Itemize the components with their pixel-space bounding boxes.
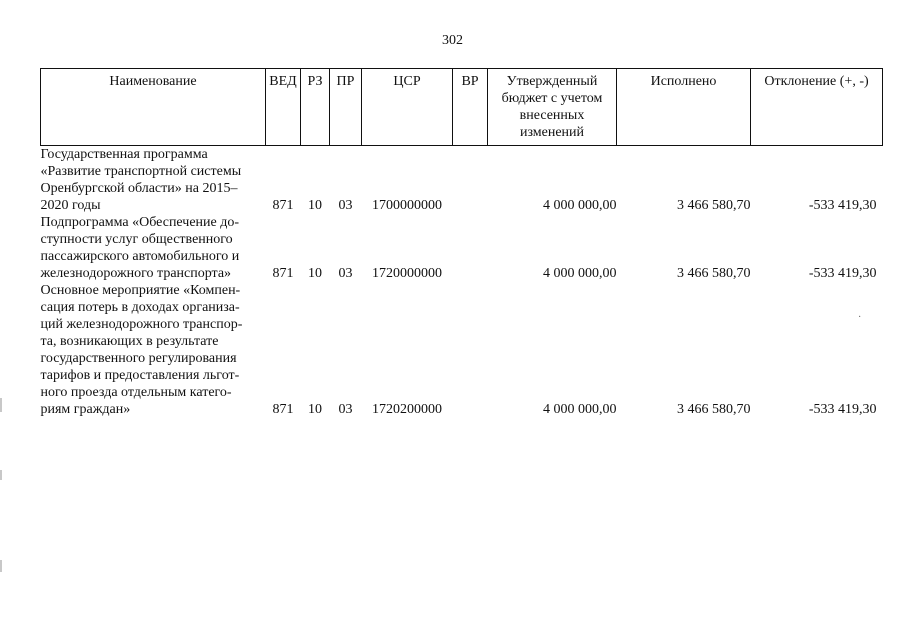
scan-speck: · [858, 312, 862, 323]
row-deviation: -533 419,30 [808, 266, 877, 281]
scan-margin-mark [0, 470, 2, 480]
header-deviation: Отклонение (+, -) [751, 69, 883, 146]
budget-execution-table [40, 68, 883, 418]
row-deviation: -533 419,30 [808, 198, 877, 213]
table-row [41, 146, 883, 215]
row-name-line: 2020 годы [40, 198, 101, 213]
row-pr: 03 [338, 402, 353, 417]
header-name: Наименование [41, 69, 266, 146]
header-vr: ВР [453, 69, 488, 146]
row-executed: 3 466 580,70 [677, 266, 751, 281]
row-name-line: «Развитие транспортной системы [40, 164, 242, 179]
row-vr [453, 214, 488, 282]
header-pr: ПР [330, 69, 362, 146]
header-csr: ЦСР [362, 69, 453, 146]
row-name-line: пассажирского автомобильного и [40, 249, 240, 264]
row-pr: 03 [338, 266, 353, 281]
row-budget: 4 000 000,00 [543, 198, 617, 213]
row-csr: 1700000000 [372, 198, 442, 213]
row-ved: 871 [272, 402, 294, 417]
row-name [41, 214, 266, 282]
row-name-line: тарифов и предоставления льгот- [40, 368, 240, 383]
scan-margin-mark [0, 560, 2, 572]
row-rz: 10 [308, 402, 322, 417]
row-name [41, 146, 266, 215]
table-header-row [41, 69, 883, 146]
row-vr [453, 146, 488, 215]
row-name-line: сация потерь в доходах организа- [40, 300, 240, 315]
row-name [41, 282, 266, 418]
header-budget: Утвержденный бюджет с учетом внесенных изменений [488, 69, 617, 146]
header-executed: Исполнено [617, 69, 751, 146]
row-name-line: та, возникающих в результате [40, 334, 219, 349]
row-budget: 4 000 000,00 [543, 402, 617, 417]
row-ved: 871 [272, 266, 294, 281]
row-name-line: государственного регулирования [40, 351, 237, 366]
row-name-line: ций железнодорожного транспор- [40, 317, 243, 332]
scan-margin-mark [0, 398, 2, 412]
row-csr: 1720000000 [372, 266, 442, 281]
row-pr: 03 [338, 198, 353, 213]
row-name-line: риям граждан» [40, 402, 131, 417]
row-rz: 10 [308, 198, 322, 213]
table-row [41, 214, 883, 282]
row-name-line: железнодорожного транспорта» [40, 266, 232, 281]
row-vr [453, 282, 488, 418]
row-name-line: Государственная программа [40, 147, 208, 162]
row-name-line: Основное мероприятие «Компен- [40, 283, 241, 298]
row-executed: 3 466 580,70 [677, 402, 751, 417]
row-name-line: ного проезда отдельным катего- [40, 385, 232, 400]
row-executed: 3 466 580,70 [677, 198, 751, 213]
row-name-line: Оренбургской области» на 2015– [40, 181, 238, 196]
page-number: 302 [442, 33, 463, 48]
row-budget: 4 000 000,00 [543, 266, 617, 281]
row-deviation: -533 419,30 [808, 402, 877, 417]
row-ved: 871 [272, 198, 294, 213]
row-name-line: ступности услуг общественного [40, 232, 233, 247]
row-rz: 10 [308, 266, 322, 281]
table-row [41, 282, 883, 418]
row-name-line: Подпрограмма «Обеспечение до- [40, 215, 240, 230]
row-csr: 1720200000 [372, 402, 442, 417]
header-ved: ВЕД [266, 69, 301, 146]
header-rz: РЗ [301, 69, 330, 146]
